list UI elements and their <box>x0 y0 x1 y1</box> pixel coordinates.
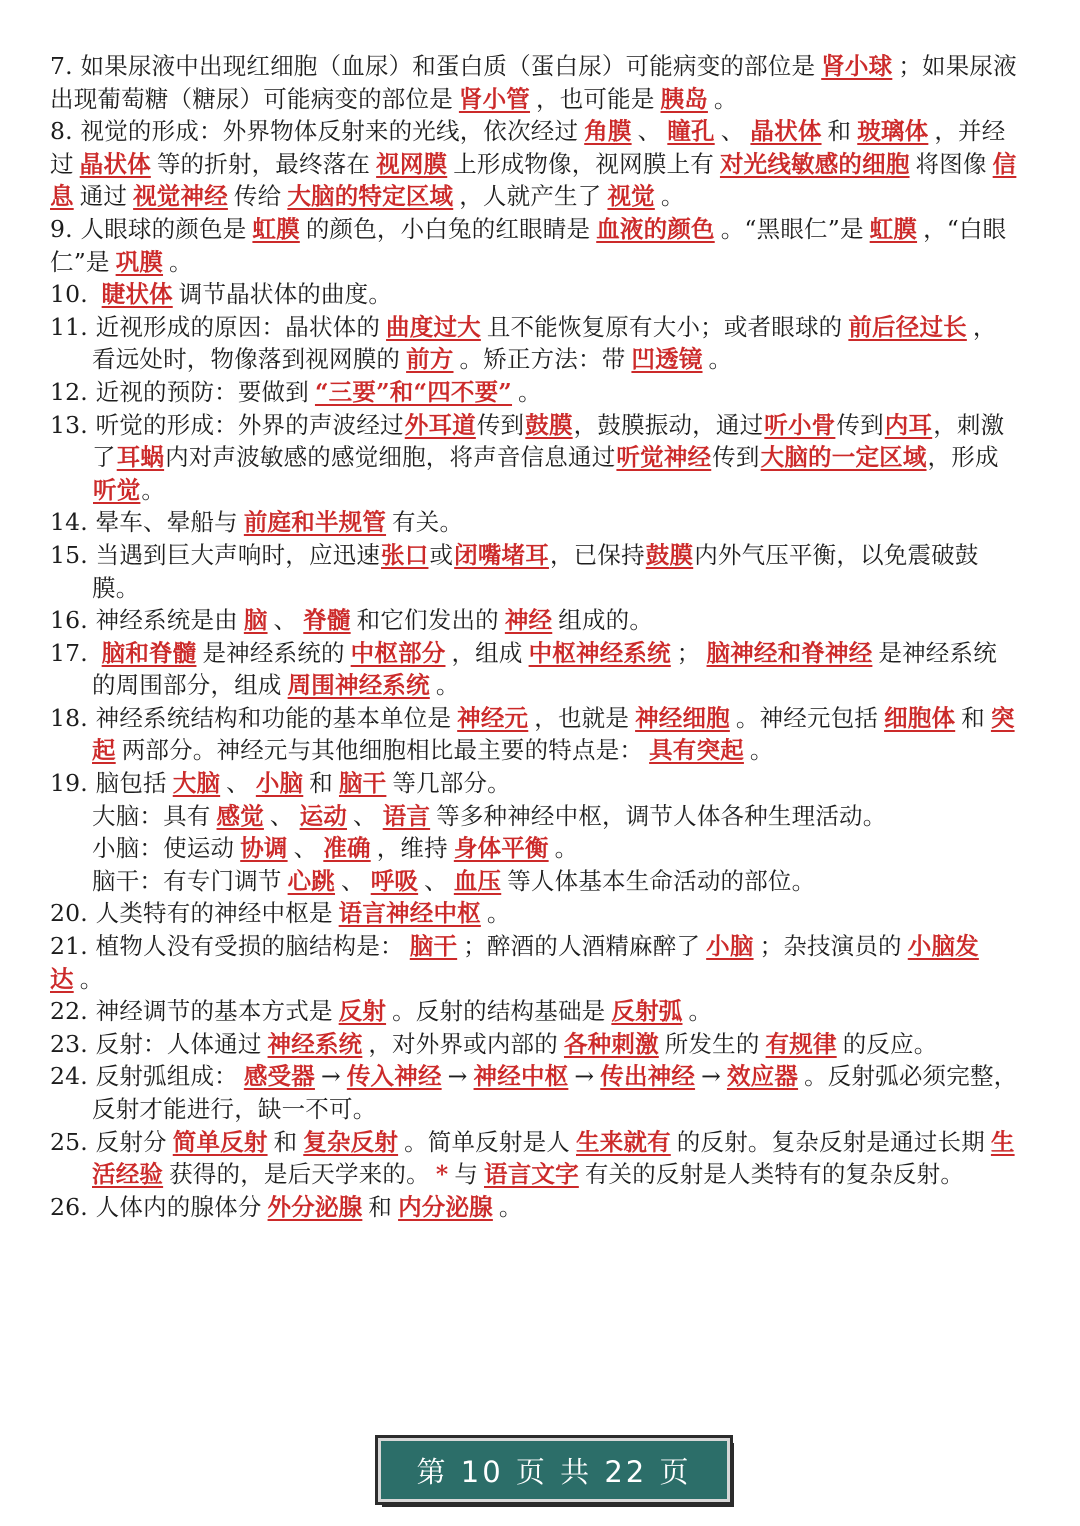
answer-blank: 神经 <box>504 606 553 635</box>
question-text: 。 <box>749 736 774 765</box>
answer-blank: 听觉 <box>93 475 141 504</box>
answer-blank: 神经细胞 <box>635 703 730 732</box>
answer-blank: 血压 <box>453 866 502 895</box>
answer-blank: 胰岛 <box>660 84 708 113</box>
question-text: 、 <box>424 866 448 895</box>
question-text: 的颜色，小白兔的红眼睛是 <box>305 214 591 243</box>
question-text: 上形成物像，视网膜上有 <box>453 149 714 178</box>
answer-blank: 简单反射 <box>172 1127 268 1156</box>
answer-blank: 脑干 <box>409 932 458 961</box>
answer-blank: 前方 <box>406 345 454 374</box>
question-text: 8. 视觉的形成：外界物体反射来的光线，依次经过 <box>50 117 579 146</box>
question-text: → <box>701 1062 721 1091</box>
question-text: ，人就产生了 <box>459 182 602 211</box>
question-text: 调节晶状体的曲度。 <box>178 280 393 309</box>
question-text: 和 <box>309 769 333 798</box>
question-text: 23. 反射：人体通过 <box>50 1029 262 1058</box>
question-item <box>50 637 1018 702</box>
answer-blank: 复杂反射 <box>303 1127 399 1156</box>
answer-blank: 生来就有 <box>575 1127 671 1156</box>
question-text: 组成的。 <box>558 606 654 635</box>
answer-blank: 闭嘴堵耳 <box>454 540 549 569</box>
question-text: ，“白眼仁”是 <box>50 214 1007 276</box>
question-text: 的反应。 <box>842 1029 938 1058</box>
answer-blank: 瞳孔 <box>667 117 715 146</box>
question-item <box>50 115 1018 213</box>
answer-blank: 大脑的特定区域 <box>287 182 454 211</box>
question-text: 等人体基本生命活动的部位。 <box>507 866 816 895</box>
question-text: 等几部分。 <box>392 769 511 798</box>
page-number-banner <box>378 1438 730 1502</box>
question-text: 16. 神经系统是由 <box>50 606 238 635</box>
question-text: 内外气压平衡，以免震破鼓膜。 <box>92 540 979 602</box>
question-text: 、 <box>720 117 745 146</box>
answer-blank: 感觉 <box>216 801 264 830</box>
question-text: 、 <box>273 606 298 635</box>
answer-blank: 信息 <box>50 149 1017 211</box>
question-text: 26. 人体内的腺体分 <box>50 1192 262 1221</box>
question-item <box>50 897 1018 930</box>
question-text: 大脑：具有 <box>92 801 211 830</box>
answer-blank: 前后径过长 <box>848 312 967 341</box>
answer-blank: 肾小球 <box>821 52 893 80</box>
sub-item <box>50 865 1018 898</box>
answer-blank: 巩膜 <box>115 247 164 276</box>
answer-blank: 内分泌腺 <box>398 1192 493 1221</box>
question-text: 、 <box>269 801 294 830</box>
question-text: ，也可能是 <box>536 84 655 113</box>
question-text: 与 <box>454 1160 479 1189</box>
answer-blank: 视网膜 <box>376 149 448 178</box>
question-item <box>50 213 1018 278</box>
question-item <box>50 376 1018 409</box>
question-text: 获得的，是后天学来的。 <box>169 1160 430 1189</box>
answer-blank: 反射弧 <box>611 997 683 1026</box>
question-text: 。 <box>79 964 104 993</box>
question-text: ，维持 <box>376 834 448 863</box>
question-text: 、 <box>226 769 250 798</box>
question-text: 内对声波敏感的感觉细胞，将声音信息通过 <box>165 443 616 472</box>
question-text: ； <box>676 638 701 667</box>
question-item <box>50 278 1018 311</box>
answer-blank: 大脑 <box>172 769 221 798</box>
question-item <box>50 50 1018 115</box>
question-text: 是神经系统的周围部分，组成 <box>92 638 997 700</box>
answer-blank: 细胞体 <box>884 703 956 732</box>
answer-blank: 感受器 <box>243 1062 315 1091</box>
question-item <box>50 311 1018 376</box>
question-text: ，并经过 <box>50 117 1006 178</box>
question-text: 。反射的结构基础是 <box>392 997 606 1026</box>
answer-blank: 语言文字 <box>484 1160 579 1189</box>
answer-blank: 小脑 <box>255 769 304 798</box>
answer-blank: 语言 <box>382 801 431 830</box>
answer-blank: 内耳 <box>884 410 933 439</box>
question-text: 脑干：有专门调节 <box>92 866 282 895</box>
answer-blank: 脑神经和脊神经 <box>706 638 873 667</box>
question-text: 传给 <box>233 182 282 211</box>
question-text: 等多种神经中枢，调节人体各种生理活动。 <box>436 801 887 830</box>
question-item <box>50 604 1018 637</box>
question-item <box>50 1126 1018 1191</box>
answer-blank: 晶状体 <box>750 117 822 146</box>
question-text: 等的折射，最终落在 <box>156 149 371 178</box>
answer-blank: 视觉神经 <box>133 182 228 211</box>
answer-blank: 脑干 <box>338 769 387 798</box>
answer-blank: 生活经验 <box>92 1127 1015 1189</box>
answer-blank: 鼓膜 <box>525 410 573 439</box>
page-number-label: 第 10 页 共 22 页 <box>416 1454 692 1489</box>
answer-blank: 各种刺激 <box>563 1029 659 1058</box>
answer-blank: 语言神经中枢 <box>338 899 481 928</box>
question-text: 。反射弧必须完整，反射才能进行，缺一不可。 <box>92 1062 1018 1123</box>
question-text: ，组成 <box>451 638 523 667</box>
question-text: 和 <box>961 703 985 732</box>
question-text: 19. 脑包括 <box>50 769 167 798</box>
question-text: 。 <box>498 1192 523 1221</box>
question-item <box>50 409 1018 507</box>
answer-blank: 鼓膜 <box>645 540 694 569</box>
answer-blank: 神经元 <box>457 703 529 732</box>
answer-blank: 脊髓 <box>303 606 351 635</box>
question-text: 、 <box>637 117 662 146</box>
question-text: ，刺激了 <box>92 410 1005 472</box>
answer-blank: 晶状体 <box>79 149 151 178</box>
answer-blank: 突起 <box>92 703 1015 765</box>
question-text: 。矫正方法：带 <box>459 345 626 374</box>
answer-blank: 玻璃体 <box>857 117 929 146</box>
question-text: 。 <box>518 377 542 406</box>
answer-blank: 具有突起 <box>649 736 744 765</box>
answer-blank: 凹透镜 <box>631 345 703 374</box>
answer-blank: 传出神经 <box>600 1062 696 1091</box>
answer-blank: 虹膜 <box>252 214 300 243</box>
question-text: 传到 <box>712 443 760 472</box>
answer-blank: 小脑 <box>706 932 754 961</box>
question-text: 9. 人眼球的颜色是 <box>50 214 247 243</box>
answer-blank: 小脑发达 <box>50 932 979 993</box>
question-text: ，看远处时，物像落到视网膜的 <box>92 312 997 374</box>
answer-blank: 大脑的一定区域 <box>760 443 927 472</box>
answer-blank: 呼吸 <box>370 866 419 895</box>
question-text: 。 <box>141 475 166 504</box>
question-text: 13. 听觉的形成：外界的声波经过 <box>50 410 404 439</box>
question-text: ，已保持 <box>549 540 645 569</box>
answer-blank: 肾小管 <box>458 84 531 113</box>
question-text: ，形成 <box>927 443 999 472</box>
question-text: 22. 神经调节的基本方式是 <box>50 997 333 1026</box>
star-mark: * <box>435 1160 449 1189</box>
answer-blank: 外耳道 <box>404 410 476 439</box>
question-text: 。神经元包括 <box>735 703 879 732</box>
answer-blank: 身体平衡 <box>453 834 549 863</box>
question-text: 和 <box>273 1127 298 1156</box>
answer-blank: 协调 <box>240 834 288 863</box>
answer-blank: 耳蜗 <box>116 443 165 472</box>
answer-blank: 曲度过大 <box>386 312 481 341</box>
question-text: 通过 <box>79 182 128 211</box>
answer-blank: 血液的颜色 <box>596 214 715 243</box>
question-text: 传到 <box>476 410 525 439</box>
question-text: 12. 近视的预防：要做到 <box>50 377 309 406</box>
question-list <box>50 50 1018 1223</box>
question-text: → <box>574 1062 595 1091</box>
answer-blank: 效应器 <box>726 1062 799 1091</box>
question-text: 所发生的 <box>664 1029 760 1058</box>
question-item <box>50 1191 1018 1224</box>
question-text: 有关。 <box>392 508 464 537</box>
answer-blank: 视觉 <box>607 182 655 211</box>
question-text: 两部分。神经元与其他细胞相比最主要的特点是： <box>121 736 644 765</box>
question-item <box>50 1060 1018 1125</box>
question-text: 20. 人类特有的神经中枢是 <box>50 899 333 928</box>
question-item <box>50 930 1018 995</box>
question-text: 。 <box>169 247 193 276</box>
question-item <box>50 995 1018 1028</box>
question-text: 、 <box>293 834 318 863</box>
answer-blank: 中枢神经系统 <box>528 638 671 667</box>
answer-blank: 有规律 <box>765 1029 837 1058</box>
question-text: 11. 近视形成的原因：晶状体的 <box>50 312 381 341</box>
answer-blank: 虹膜 <box>869 214 918 243</box>
answer-blank: 脑 <box>243 606 268 635</box>
question-text: 或 <box>429 540 454 569</box>
answer-blank: 对光线敏感的细胞 <box>719 149 910 178</box>
question-text: 25. 反射分 <box>50 1127 167 1156</box>
question-item <box>50 767 1018 800</box>
answer-blank: 准确 <box>323 834 371 863</box>
question-text: ，鼓膜振动，通过 <box>573 410 764 439</box>
question-text: 7. 如果尿液中出现红细胞（血尿）和蛋白质（蛋白尿）可能病变的部位是 <box>50 52 816 80</box>
question-text: 传到 <box>836 410 884 439</box>
answer-blank: 张口 <box>381 540 429 569</box>
answer-blank: 传入神经 <box>346 1062 442 1091</box>
answer-blank: 神经系统 <box>267 1029 363 1058</box>
answer-blank: 外分泌腺 <box>267 1192 363 1221</box>
question-text: 。 <box>713 84 738 113</box>
answer-blank: 周围神经系统 <box>287 671 430 700</box>
question-text: 21. 植物人没有受损的脑结构是： <box>50 932 404 961</box>
question-text: 15. 当遇到巨大声响时，应迅速 <box>50 540 381 569</box>
question-text: 小脑：使运动 <box>92 834 235 863</box>
answer-blank: 反射 <box>338 997 387 1026</box>
sub-item <box>50 800 1018 833</box>
answer-blank: “三要”和“四不要” <box>314 377 513 406</box>
question-text: 。 <box>708 345 733 374</box>
question-item <box>50 702 1018 767</box>
question-text: 的反射。复杂反射是通过长期 <box>676 1127 985 1156</box>
question-text: 、 <box>353 801 377 830</box>
question-text: 有关的反射是人类特有的复杂反射。 <box>584 1160 965 1189</box>
question-item <box>50 1028 1018 1061</box>
question-item <box>50 506 1018 539</box>
question-text: ；杂技演员的 <box>759 932 902 961</box>
question-text: 是神经系统的 <box>202 638 345 667</box>
question-text: 24. 反射弧组成： <box>50 1062 238 1091</box>
question-text: 和 <box>827 117 852 146</box>
answer-blank: 角膜 <box>584 117 632 146</box>
question-text: ；醉酒的人酒精麻醉了 <box>463 932 701 961</box>
question-item <box>50 539 1018 604</box>
question-text: 和它们发出的 <box>356 606 499 635</box>
question-text: 。“黑眼仁”是 <box>720 214 864 243</box>
question-text: ，对外界或内部的 <box>368 1029 558 1058</box>
answer-blank: 心跳 <box>287 866 336 895</box>
question-text: 10. <box>50 280 96 309</box>
question-text: 。 <box>554 834 579 863</box>
question-text: 。简单反射是人 <box>404 1127 570 1156</box>
answer-blank: 听觉神经 <box>616 443 712 472</box>
answer-blank: 神经中枢 <box>473 1062 569 1091</box>
question-text: ，也就是 <box>534 703 630 732</box>
question-text: 。 <box>660 182 685 211</box>
question-text: 且不能恢复原有大小；或者眼球的 <box>486 312 843 341</box>
question-text: 18. 神经系统结构和功能的基本单位是 <box>50 703 452 732</box>
sub-item <box>50 832 1018 865</box>
answer-blank: 运动 <box>299 801 348 830</box>
question-text: 。 <box>688 997 713 1026</box>
answer-blank: 睫状体 <box>101 280 173 309</box>
question-text: 。 <box>486 899 511 928</box>
question-text: → <box>320 1062 341 1091</box>
answer-blank: 中枢部分 <box>350 638 446 667</box>
question-text: 17. <box>50 638 96 667</box>
question-text: 。 <box>435 671 460 700</box>
question-text: 14. 晕车、晕船与 <box>50 508 238 537</box>
answer-blank: 听小骨 <box>764 410 836 439</box>
question-text: 将图像 <box>915 149 987 178</box>
question-text: 和 <box>368 1192 393 1221</box>
answer-blank: 前庭和半规管 <box>243 508 387 537</box>
question-text: → <box>447 1062 468 1091</box>
answer-blank: 脑和脊髓 <box>101 638 197 667</box>
question-text: ；如果尿液出现葡萄糖（糖尿）可能病变的部位是 <box>50 52 1017 113</box>
question-text: 、 <box>341 866 365 895</box>
